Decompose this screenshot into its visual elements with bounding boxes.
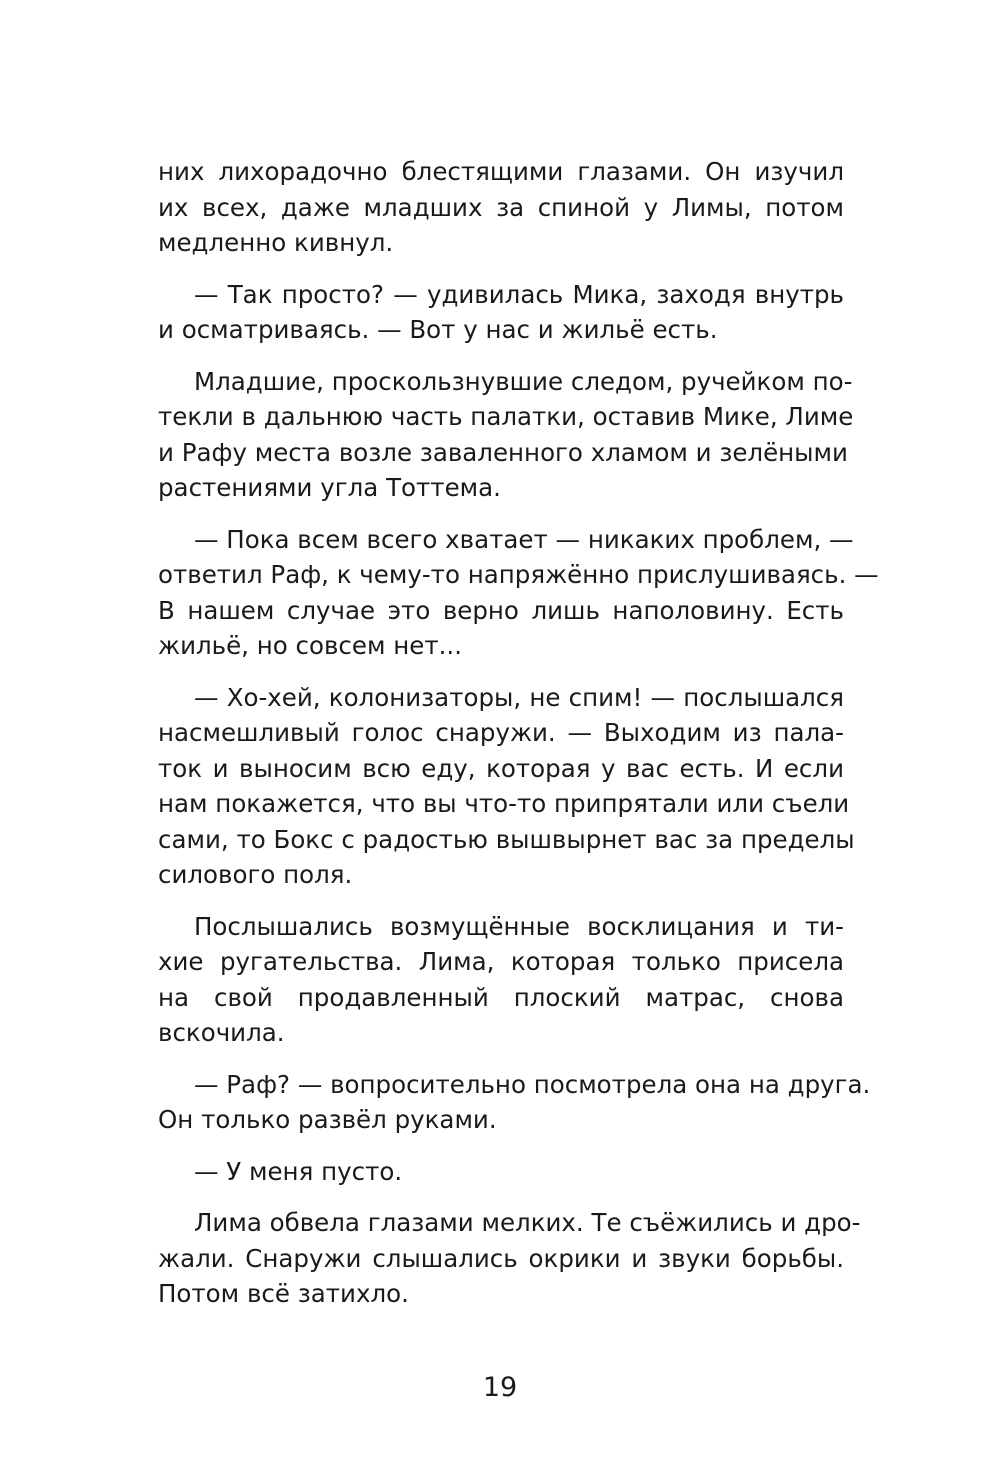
text-line: жали. Снаружи слышались окрики и звуки борьбы. bbox=[158, 1243, 844, 1273]
text-line: — Пока всем всего хватает — никаких проблем, — bbox=[194, 524, 854, 554]
paragraph bbox=[158, 154, 844, 261]
text-line: силового поля. bbox=[158, 860, 353, 889]
body-text bbox=[158, 154, 879, 1328]
text-line: Послышались возмущённые восклицания и ти- bbox=[194, 911, 844, 941]
text-line: насмешливый голос снаружи. — Выходим из пала- bbox=[158, 718, 844, 747]
text-line: на свой продавленный плоский матрас, снова bbox=[158, 982, 844, 1012]
paragraph bbox=[158, 909, 844, 1051]
text-line: Он только развёл руками. bbox=[158, 1105, 497, 1134]
paragraph bbox=[158, 680, 855, 893]
paragraph bbox=[158, 364, 854, 506]
text-line: — Так просто? — удивилась Мика, заходя внутрь bbox=[194, 279, 844, 309]
text-line: их всех, даже младших за спиной у Лимы, потом bbox=[158, 192, 844, 222]
paragraph bbox=[158, 1205, 861, 1312]
paragraph bbox=[158, 522, 879, 664]
page-number: 19 bbox=[482, 1372, 518, 1403]
paragraph bbox=[158, 1067, 871, 1138]
text-line: ответил Раф, к чему-то напряжённо прислушиваясь. — bbox=[158, 560, 879, 589]
text-line: жильё, но совсем нет... bbox=[158, 631, 462, 660]
text-line: и осматриваясь. — Вот у нас и жильё есть. bbox=[158, 315, 718, 344]
text-line: и Рафу места возле заваленного хламом и зелёными bbox=[158, 437, 848, 467]
text-line: Потом всё затихло. bbox=[158, 1279, 409, 1308]
text-line: них лихорадочно блестящими глазами. Он изучил bbox=[158, 157, 844, 186]
text-line: Младшие, проскользнувшие следом, ручейком по- bbox=[194, 366, 853, 396]
text-line: растениями угла Тоттема. bbox=[158, 473, 501, 502]
text-line: — Хо-хей, колонизаторы, не спим! — послышался bbox=[194, 682, 844, 712]
text-line: сами, то Бокс с радостью вышвырнет вас за пределы bbox=[158, 824, 855, 854]
text-line: Лима обвела глазами мелких. Те съёжились и дро- bbox=[194, 1208, 861, 1237]
text-line: нам покажется, что вы что-то припрятали или съели bbox=[158, 789, 850, 818]
text-line: — Раф? — вопросительно посмотрела она на друга. bbox=[194, 1069, 871, 1099]
text-line: текли в дальнюю часть палатки, оставив Мике, Лиме bbox=[158, 402, 854, 431]
text-line: ток и выносим всю еду, которая у вас есть. И если bbox=[158, 753, 844, 783]
text-line: вскочила. bbox=[158, 1018, 285, 1047]
paragraph bbox=[158, 1154, 844, 1190]
text-line: В нашем случае это верно лишь наполовину. Есть bbox=[158, 595, 844, 625]
paragraph bbox=[158, 277, 844, 348]
text-line: — У меня пусто. bbox=[194, 1156, 403, 1186]
text-line: хие ругательства. Лима, которая только присела bbox=[158, 947, 844, 976]
text-line: медленно кивнул. bbox=[158, 228, 394, 257]
